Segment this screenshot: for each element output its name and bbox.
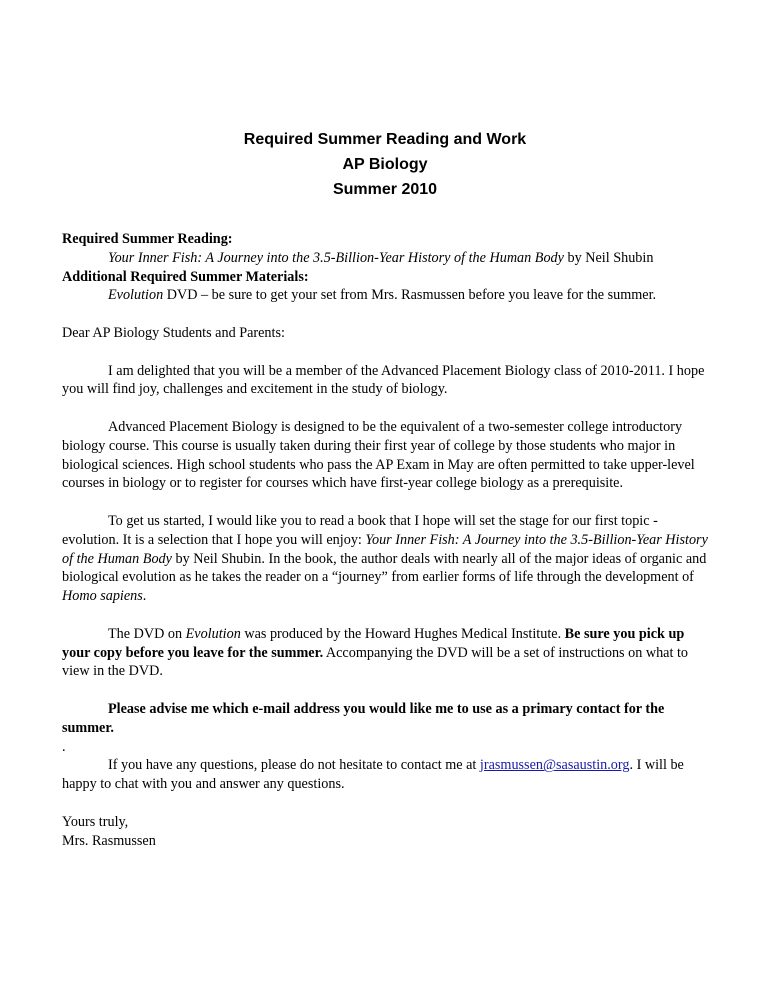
- paragraph-2: Advanced Placement Biology is designed to be the equivalent of a two-semester college introductory biology course. This course is usually taken during their first year of college by those students who major in biological sciences. High school students who pass the AP Exam in May are often permitted to take upper-level courses in biology or to register for courses which have first-year college biology as a prerequisite.: [62, 418, 695, 492]
- paragraph-6: If you have any questions, please do not hesitate to contact me at jrasmussen@sasaustin.org. I will be happy to chat with you and answer any questions.: [62, 757, 684, 793]
- book-title: Your Inner Fish: A Journey into the 3.5-Billion-Year History of the Human Body: [108, 249, 564, 266]
- paragraph-1: I am delighted that you will be a member of the Advanced Placement Biology class of 2010-2011. I hope you will find joy, challenges and excitement in the study of biology.: [62, 362, 705, 398]
- paragraph-5: [62, 700, 712, 738]
- title-line-3: Summer 2010: [332, 181, 438, 198]
- letter-body: [62, 230, 712, 850]
- greeting: Dear AP Biology Students and Parents:: [62, 324, 285, 341]
- reading-book: [62, 249, 712, 268]
- email-link[interactable]: jrasmussen@sasaustin.org: [479, 757, 630, 774]
- title-line-2: AP Biology: [342, 156, 428, 173]
- title-block: [0, 127, 768, 202]
- reading-heading: Required Summer Reading:: [62, 231, 233, 247]
- closing: Yours truly,: [62, 813, 129, 830]
- materials-dvd: [62, 286, 712, 305]
- dvd-title-inline: Evolution: [185, 625, 241, 642]
- materials-heading: Additional Required Summer Materials:: [62, 268, 309, 285]
- paragraph-4: The DVD on Evolution was produced by the Howard Hughes Medical Institute. Be sure you pick up your copy before you leave for the summer. Accompanying the DVD will be a set of instructions on what to view in the DVD.: [62, 625, 688, 680]
- dvd-note: DVD – be sure to get your set from Mrs. Rasmussen before you leave for the summer.: [163, 287, 657, 304]
- paragraph-3: To get us started, I would like you to read a book that I hope will set the stage for our first topic - evolution. It is a selection that I hope you will enjoy: Your Inner Fish: A Journey into the 3.5-Billion-Year History of the Human Body by Neil Shubin. In the book, the author deals with nearly all of the major ideas of organic and biological evolution as he takes the reader on a “journey” from earlier forms of life through the development of Homo sapiens.: [62, 512, 708, 605]
- book-author: by Neil Shubin: [563, 249, 654, 266]
- email-request: Please advise me which e-mail address you would like me to use as a primary contact for the summer.: [62, 700, 665, 736]
- dvd-title: Evolution: [108, 287, 164, 304]
- species-name: Homo sapiens: [62, 588, 143, 605]
- stray-dot: .: [62, 738, 66, 755]
- pickup-notice: Be sure you pick up your copy before you leave for the summer.: [62, 625, 685, 661]
- book-title-inline: Your Inner Fish: A Journey into the 3.5-Billion-Year History of the Human Body: [62, 531, 708, 567]
- title-line-1: Required Summer Reading and Work: [243, 131, 527, 148]
- signature: Mrs. Rasmussen: [62, 832, 156, 849]
